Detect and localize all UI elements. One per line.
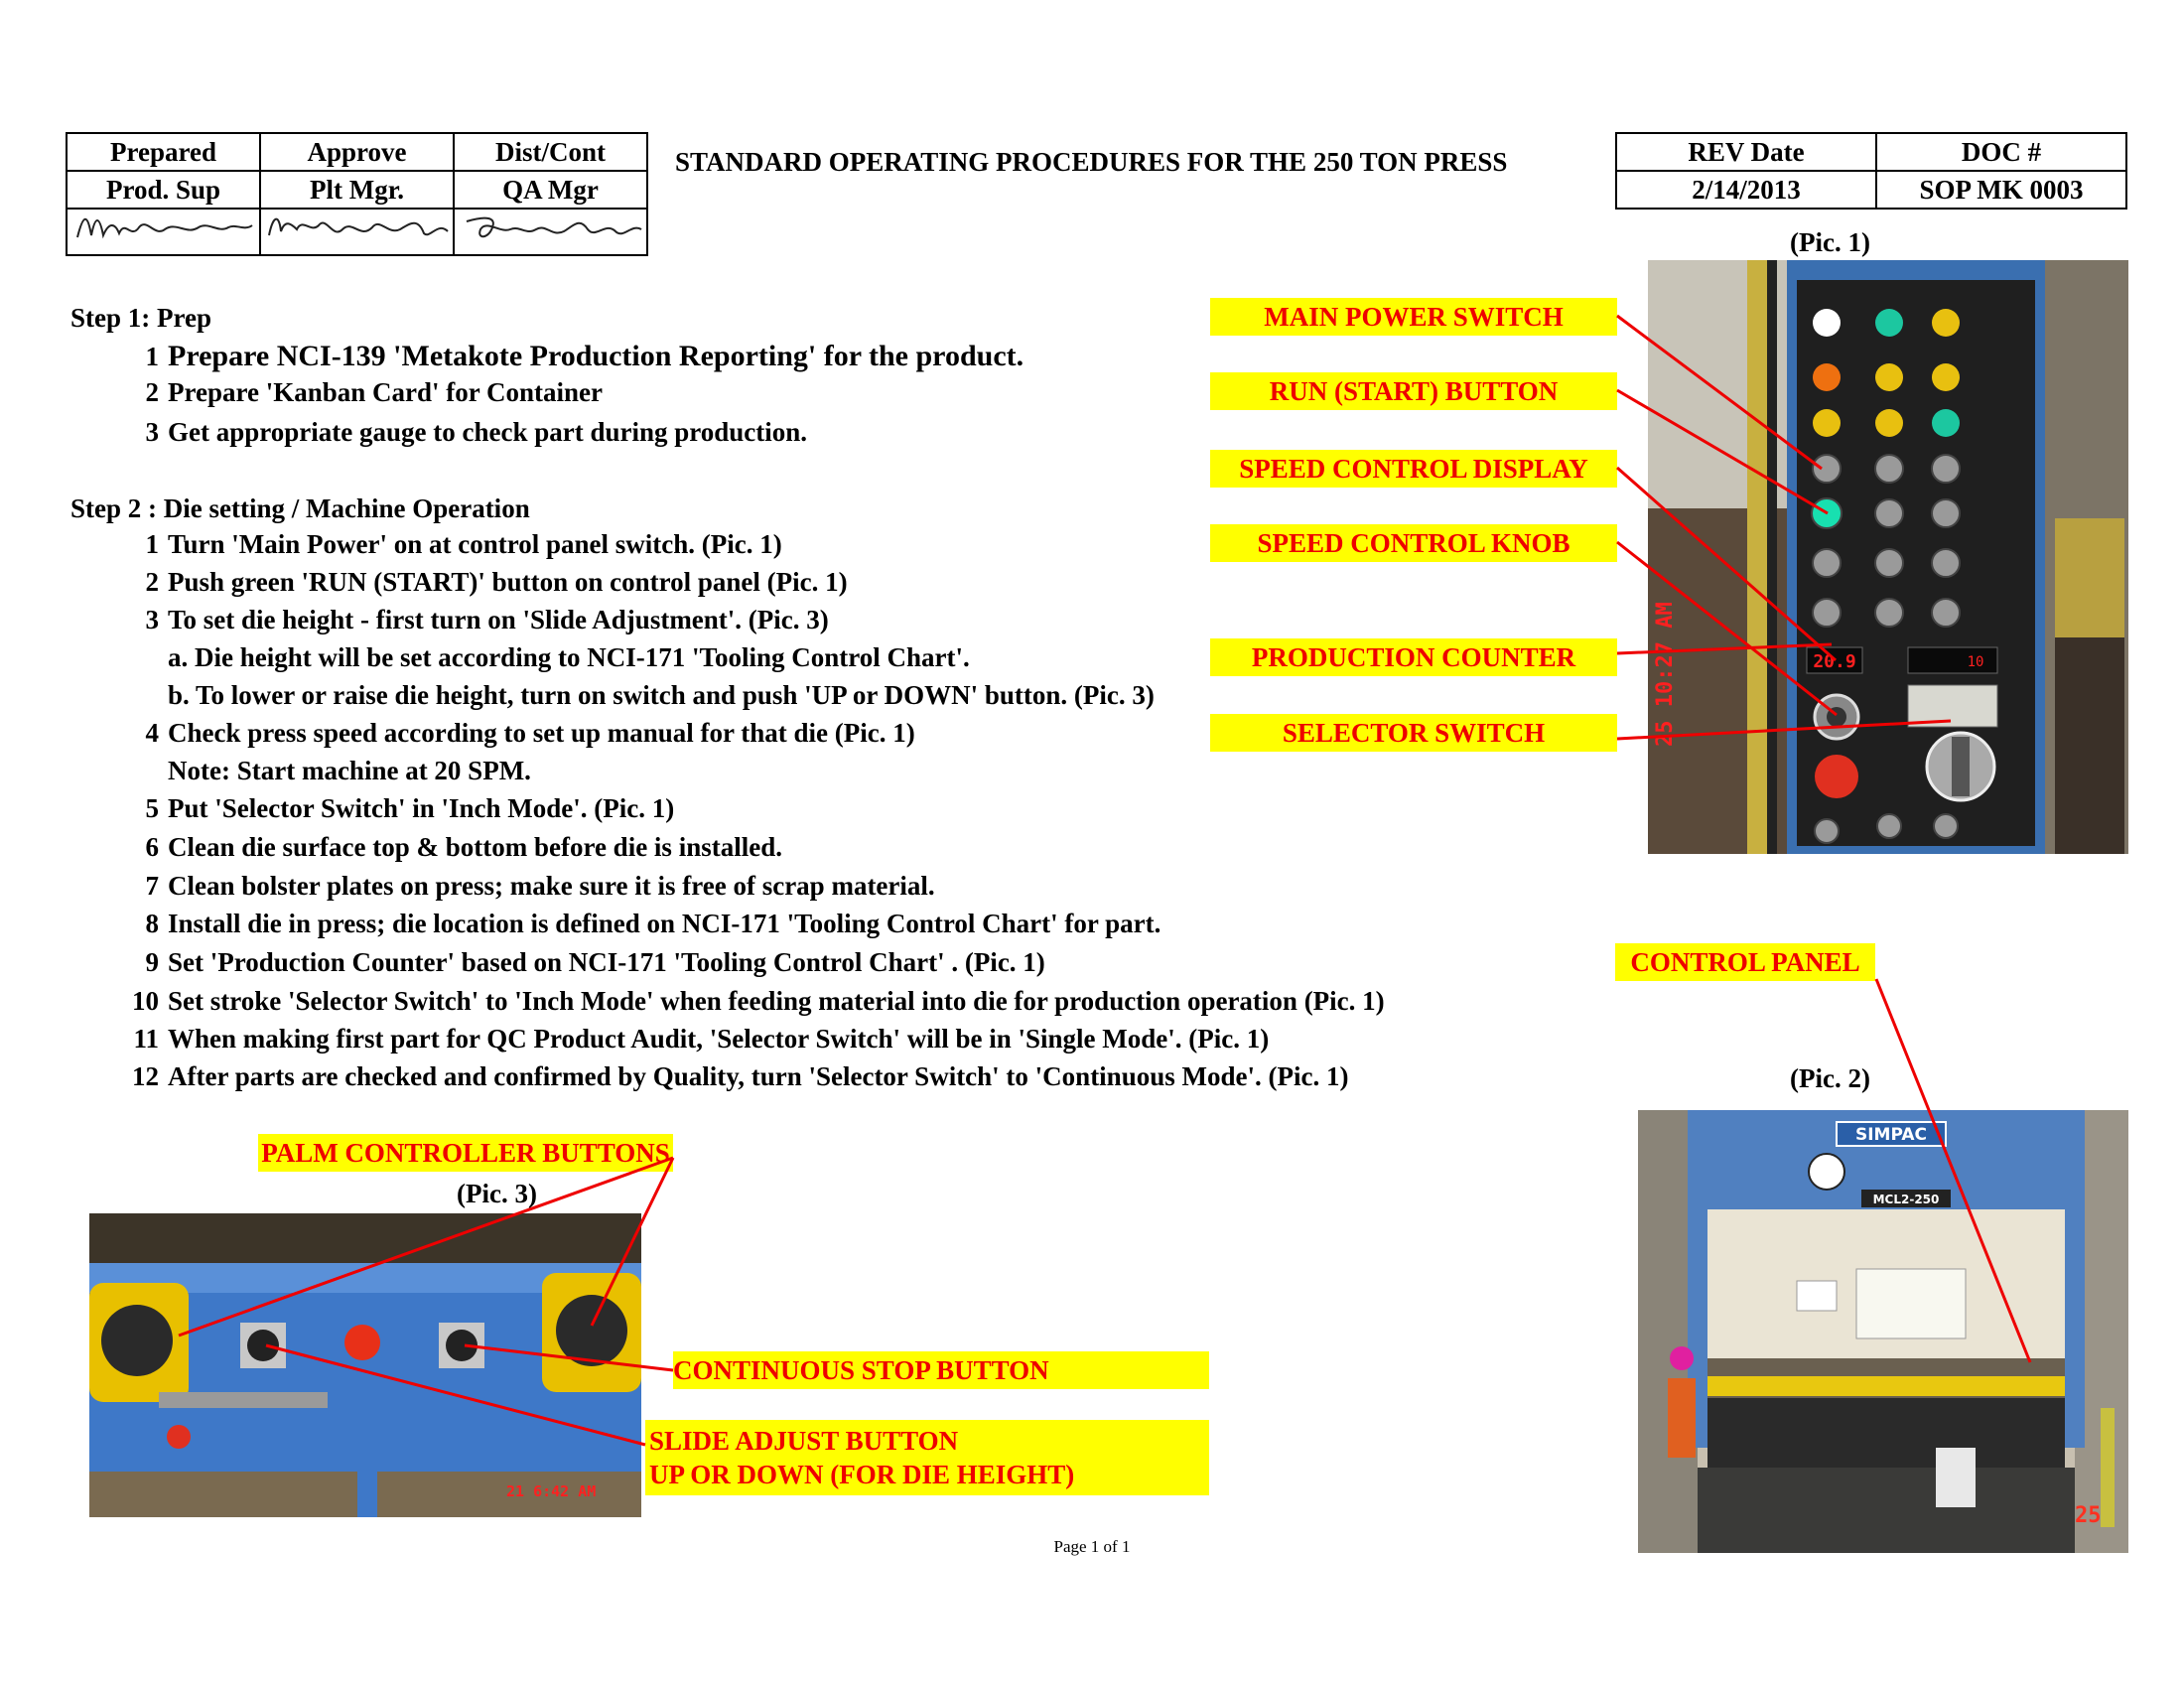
step2-item-number: 7 (145, 871, 159, 901)
pic1-timestamp: 25 10:27 AM (1653, 602, 1678, 747)
step2-item-text: Install die in press; die location is defined on NCI-171 'Tooling Control Chart' for part. (168, 909, 1161, 938)
step2-item-number: 6 (145, 832, 159, 862)
rev-date-label: REV Date (1616, 133, 1876, 171)
callout-palm-controller-buttons: PALM CONTROLLER BUTTONS (258, 1134, 673, 1172)
callout-run-start-button: RUN (START) BUTTON (1210, 372, 1617, 410)
callout-control-panel: CONTROL PANEL (1615, 943, 1875, 981)
step2-item-text: Turn 'Main Power' on at control panel switch. (Pic. 1) (168, 529, 782, 559)
step2-item-number: 10 (132, 986, 159, 1016)
step2-subitem-text: b. To lower or raise die height, turn on switch and push 'UP or DOWN' button. (Pic. 3) (168, 680, 1155, 710)
step2-heading: Step 2 : Die setting / Machine Operation (70, 493, 530, 523)
step2-item-text: Clean bolster plates on press; make sure it is free of scrap material. (168, 871, 935, 901)
step2-item-number: 12 (132, 1061, 159, 1091)
callout-slide-adjust-line2: UP OR DOWN (FOR DIE HEIGHT) (649, 1460, 1075, 1489)
pic3-timestamp: 21 6:42 AM (506, 1482, 597, 1500)
step2-item-number: 11 (133, 1024, 159, 1054)
page-footer: Page 1 of 1 (1053, 1537, 1131, 1556)
pic1-label: (Pic. 1) (1790, 227, 1870, 257)
callout-slide-adjust-button (645, 1420, 1209, 1495)
step2-item-text: Set 'Production Counter' based on NCI-171 'Tooling Control Chart' . (Pic. 1) (168, 947, 1045, 977)
step1-item-number: 1 (145, 342, 159, 371)
step2-item-text: Check press speed according to set up manual for that die (Pic. 1) (168, 718, 915, 748)
callout-slide-adjust-line1: SLIDE ADJUST BUTTON (649, 1426, 959, 1456)
step1-item-text: Prepare 'Kanban Card' for Container (168, 377, 603, 407)
revision-table (1615, 132, 2127, 210)
callout-speed-control-knob: SPEED CONTROL KNOB (1210, 524, 1617, 562)
step1-heading: Step 1: Prep (70, 303, 211, 333)
control-panel-photo (1648, 260, 2128, 854)
callout-speed-control-display: SPEED CONTROL DISPLAY (1210, 450, 1617, 488)
step2-item-text: Set stroke 'Selector Switch' to 'Inch Mode' when feeding material into die for production operation (Pic. 1) (168, 986, 1385, 1016)
step2-item-text: After parts are checked and confirmed by Quality, turn 'Selector Switch' to 'Continuous Mode'. (Pic. 1) (168, 1061, 1349, 1091)
step2-item-text: When making first part for QC Product Audit, 'Selector Switch' will be in 'Single Mode'. (Pic. 1) (168, 1024, 1270, 1054)
step2-subitem-text: a. Die height will be set according to NCI-171 'Tooling Control Chart'. (168, 642, 970, 672)
step1-item-text: Prepare NCI-139 'Metakote Production Reporting' for the product. (168, 340, 1024, 372)
step2-note-text: Note: Start machine at 20 SPM. (168, 756, 531, 785)
step2-item-text: Put 'Selector Switch' in 'Inch Mode'. (Pic. 1) (168, 793, 675, 823)
prepared-header: Prepared (67, 133, 260, 171)
pic2-timestamp: 25 (2075, 1503, 2102, 1528)
dist-cont-header: Dist/Cont (454, 133, 647, 171)
approve-role: Plt Mgr. (260, 171, 454, 209)
doc-label: DOC # (1876, 133, 2126, 171)
callout-continuous-stop-button: CONTINUOUS STOP BUTTON (673, 1351, 1209, 1389)
press-model-label: MCL2-250 (1872, 1193, 1940, 1206)
step2-item-number: 5 (145, 793, 159, 823)
prepared-role: Prod. Sup (67, 171, 260, 209)
step2-item-number: 1 (145, 529, 159, 559)
page-title: STANDARD OPERATING PROCEDURES FOR THE 250 TON PRESS (675, 147, 1508, 177)
signature-prepared (67, 209, 260, 255)
approve-header: Approve (260, 133, 454, 171)
step2-item-number: 3 (145, 605, 159, 634)
signature-approve (260, 209, 454, 255)
speed-readout: 20.9 (1813, 651, 1856, 672)
palm-controller-photo (89, 1213, 641, 1517)
press-machine-photo (1638, 1110, 2128, 1553)
step2-item-number: 4 (145, 718, 159, 748)
pic3-label: (Pic. 3) (457, 1179, 537, 1208)
step2-item-text: To set die height - first turn on 'Slide Adjustment'. (Pic. 3) (168, 605, 829, 634)
step1-item-number: 2 (145, 377, 159, 407)
signature-dist-cont (454, 209, 647, 255)
counter-readout: 10 (1967, 654, 1984, 670)
step2-item-number: 9 (145, 947, 159, 977)
step2-item-number: 2 (145, 567, 159, 597)
callout-production-counter: PRODUCTION COUNTER (1210, 638, 1617, 676)
step2-item-number: 8 (145, 909, 159, 938)
doc-number-value: SOP MK 0003 (1876, 171, 2126, 209)
callout-selector-switch: SELECTOR SWITCH (1210, 714, 1617, 752)
dist-cont-role: QA Mgr (454, 171, 647, 209)
step2-item-text: Clean die surface top & bottom before die is installed. (168, 832, 782, 862)
step2-item-text: Push green 'RUN (START)' button on control panel (Pic. 1) (168, 567, 848, 597)
rev-date-value: 2/14/2013 (1616, 171, 1876, 209)
approval-table (66, 132, 648, 256)
callout-main-power-switch: MAIN POWER SWITCH (1210, 298, 1617, 336)
pic2-label: (Pic. 2) (1790, 1063, 1870, 1093)
step1-item-number: 3 (145, 417, 159, 447)
press-brand-label: SIMPAC (1854, 1125, 1928, 1145)
step1-item-text: Get appropriate gauge to check part during production. (168, 417, 808, 447)
